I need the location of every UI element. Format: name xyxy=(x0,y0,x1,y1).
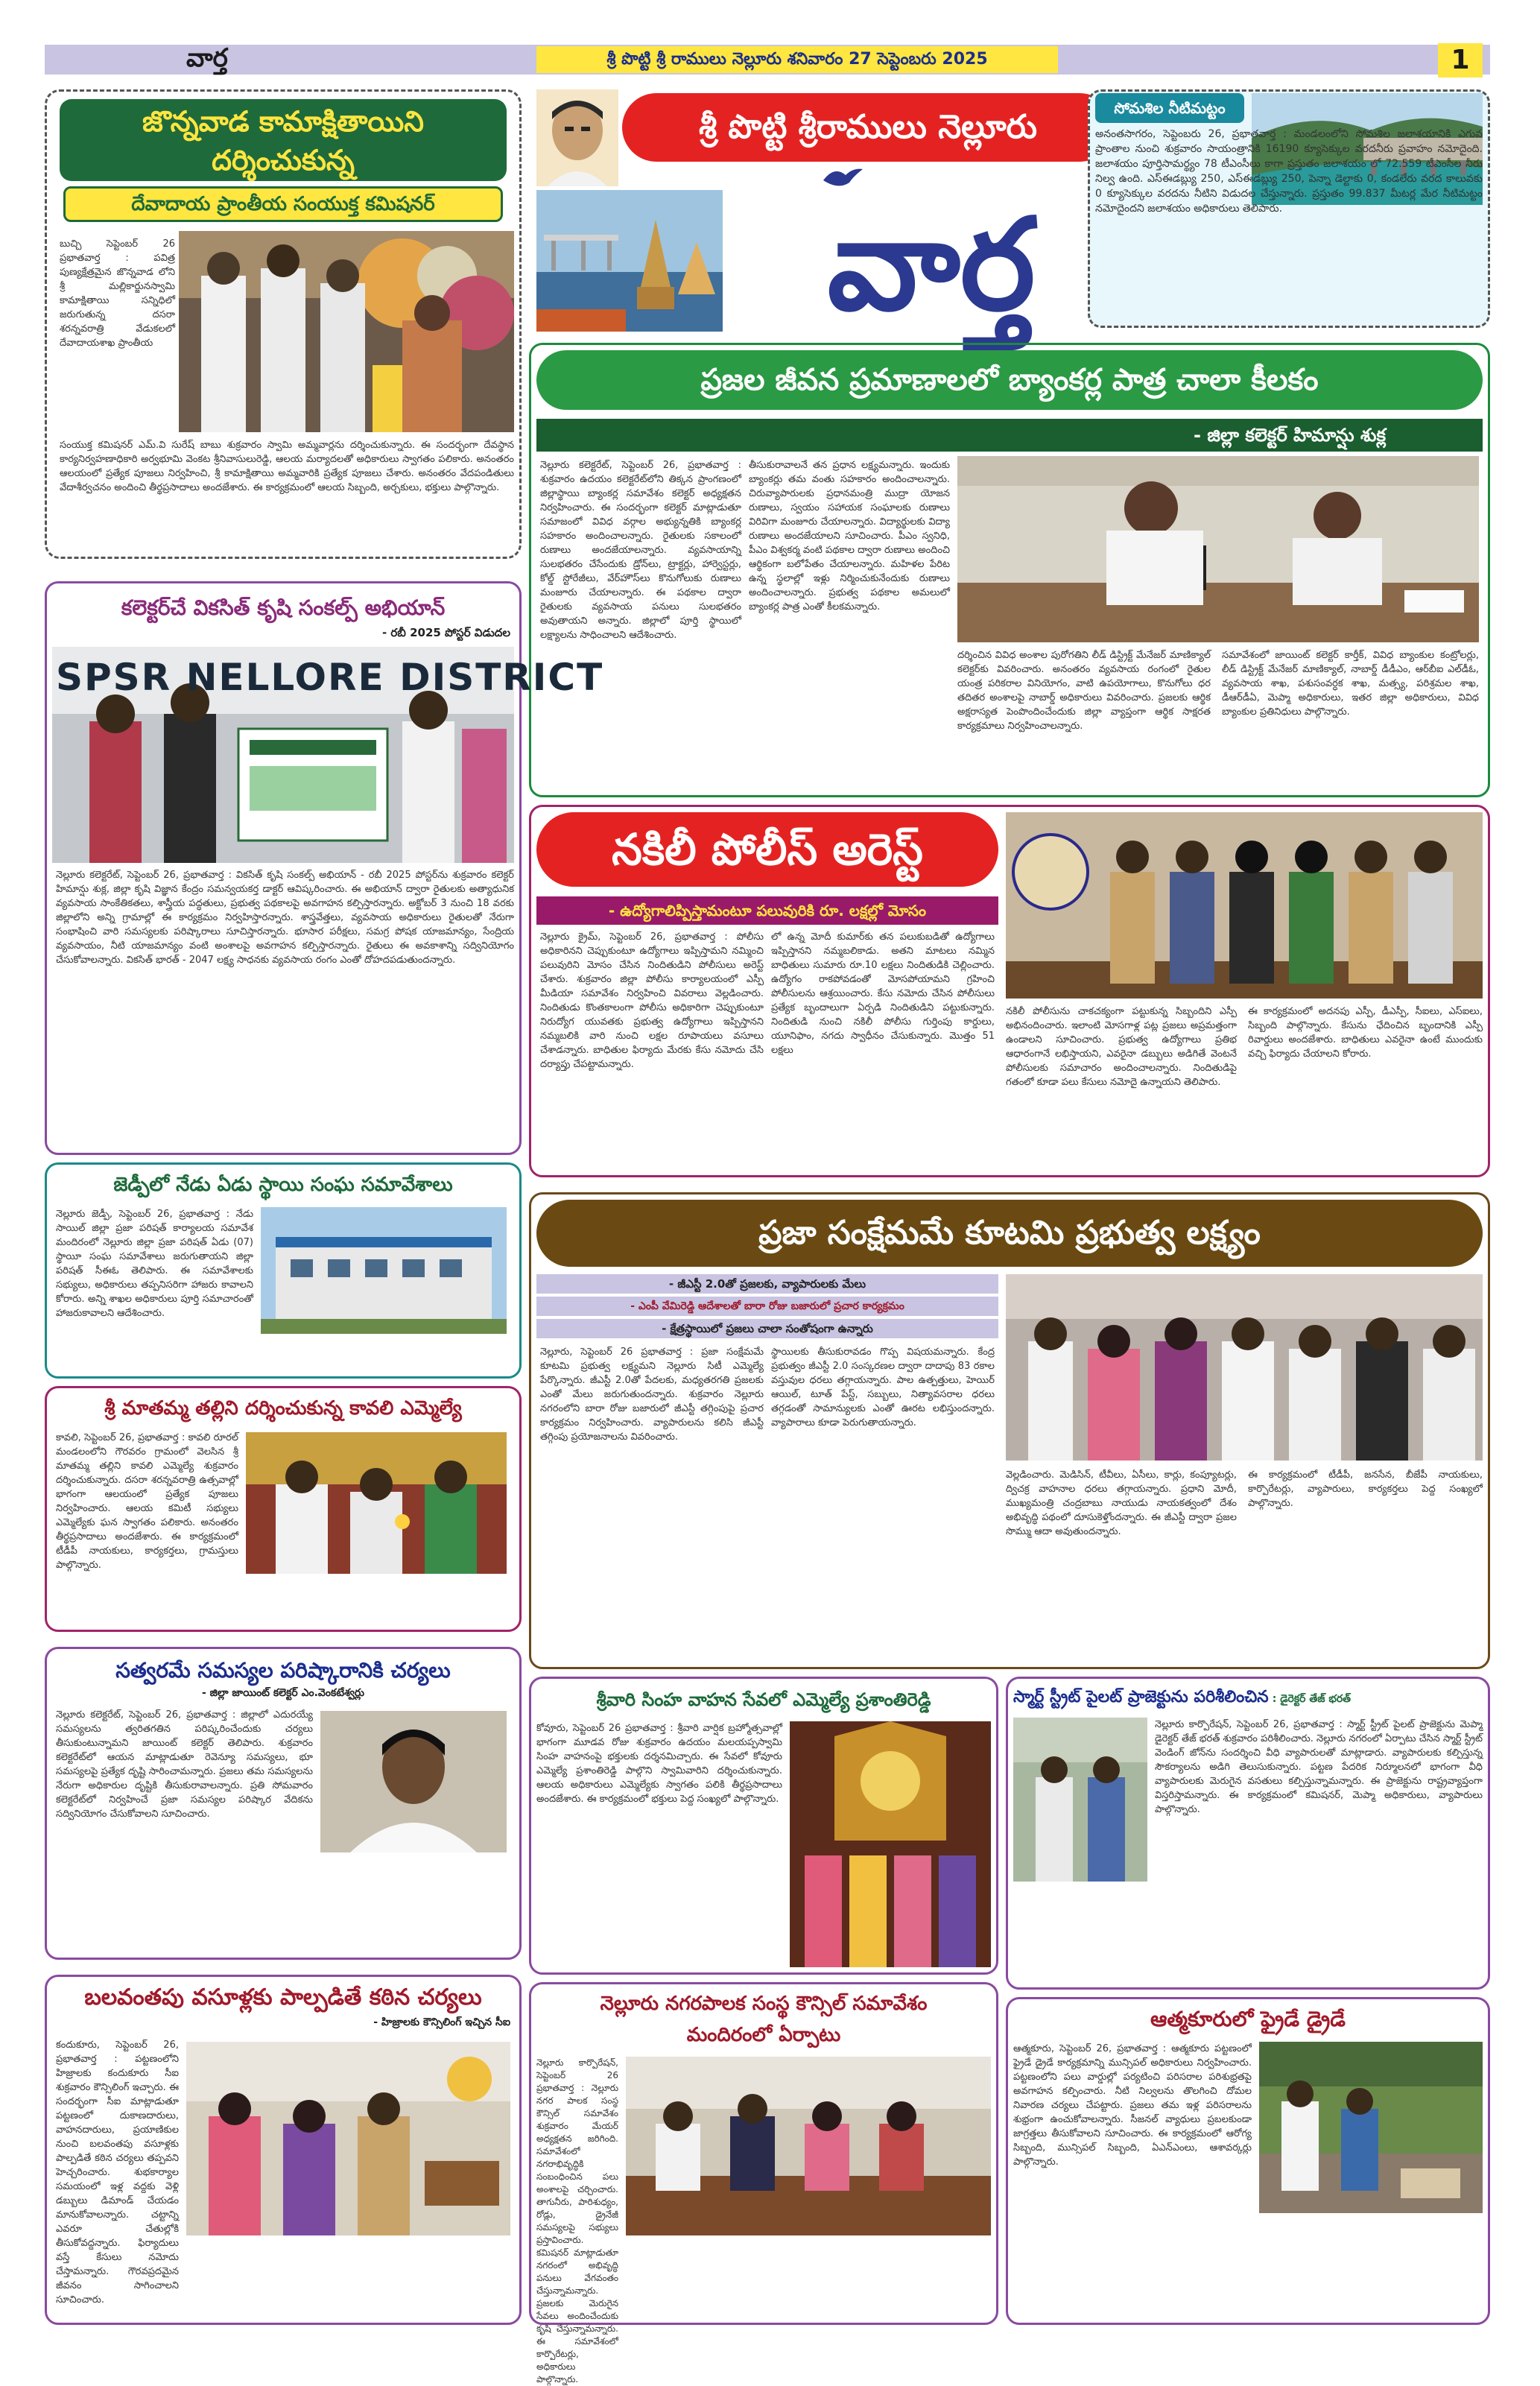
fake-police-col1: నెల్లూరు క్రైమ్, సెప్టెంబర్ 26, ప్రభాతవార్త : పోలీసు అధికారినని చెప్పుకుంటూ ఉద్యోగాలు ఇప్పిస్తామని నమ్మించి పలువురిని మోసం చేసిన నిందితుడిని పోలీసులు అరెస్ట్ చేశారు. శుక్రవారం జిల్లా పోలీసు కార్యాలయంలో ఎస్పీ మీడియా సమావేశం నిర్వహించి వివరాలు వెల్లడించారు. నిందితుడు కొంతకాలంగా పోలీసు అధికారిగా చెప్పుకుంటూ నిరుద్యోగ యువతకు ప్రభుత్వ ఉద్యోగాలు ఇప్పిస్తానని నమ్మబలికి వారి నుంచి లక్షల రూపాయలు వసూలు చేశాడన్నారు. బాధితుల ఫిర్యాదు మేరకు కేసు నమోదు చేసి దర్యాప్తు చేపట్టామన్నారు. xyxy=(540,931,764,1070)
jonnawada-title-line1: జొన్నవాడ కామాక్షితాయిని xyxy=(142,105,424,138)
extortion-photo xyxy=(186,2042,510,2235)
zp-title: జెడ్పీలో నేడు ఏడు స్థాయి సంఘ సమావేశాలు xyxy=(113,1174,453,1196)
matamma-body: కావలి, సెప్టెంబర్ 26, ప్రభాతవార్త : కావలి రూరల్ మండలంలోని గౌరవరం గ్రామంలో వెలసిన శ్రీ మాతమ్మ తల్లిని కావలి ఎమ్మెల్యే శుక్రవారం దర్శించుకున్నారు. దసరా శరన్నవరాత్రి ఉత్సవాల్లో భాగంగా ఆలయంలో ప్రత్యేక పూజలు నిర్వహించారు. ఆలయ కమిటీ సభ్యులు ఎమ్మెల్యేకు ఘన స్వాగతం పలికారు. అనంతరం తీర్థప్రసాదాలు అందజేశారు. ఈ కార్యక్రమంలో టీడీపీ నాయకులు, కార్యకర్తలు, గ్రామస్తులు పాల్గొన్నారు. xyxy=(56,1432,238,1571)
fake-police-title: నకిలీ పోలీస్ అరెస్ట్ xyxy=(536,812,998,887)
small-logo: వార్త xyxy=(186,43,228,73)
simha-vahana-body: కోవూరు, సెప్టెంబర్ 26 ప్రభాతవార్త : శ్రీవారి వార్షిక బ్రహ్మోత్సవాల్లో భాగంగా మూడవ రోజు శుక్రవారం ఉదయం మలయప్పస్వామి సింహ వాహనంపై భక్తులకు దర్శనమిచ్చారు. ఈ సేవలో కోవూరు ఎమ్మెల్యే ప్రశాంతిరెడ్డి పాల్గొని స్వామివారిని దర్శించుకున్నారు. ఆలయ అధికారులు ఎమ్మెల్యేకు స్వాగతం పలికి తీర్థప్రసాదాలు అందజేశారు. ఈ కార్యక్రమంలో భక్తులు పెద్ద సంఖ్యలో పాల్గొన్నారు. xyxy=(536,1723,782,1805)
extortion-byline: - హిజ్రాలకు కౌన్సిలింగ్ ఇచ్చిన సీఐ xyxy=(373,2016,510,2028)
grievances-portrait xyxy=(320,1711,507,1852)
founder-portrait xyxy=(536,89,618,186)
council-photo xyxy=(626,2057,991,2235)
fake-police-col2: లో ఉన్న మోదీ కుమార్‌కు తన పలుకుబడితో ఉద్యోగాలు ఇప్పిస్తానని నమ్మబలికాడు. అతని మాటలు నమ్మిన బాధితులు సుమారు రూ.10 లక్షలు నిందితుడికి చెల్లించారు. ఉద్యోగం రాకపోవడంతో మోసపోయామని గ్రహించి పోలీసులను ఆశ్రయించారు. కేసు నమోదు చేసిన పోలీసులు ప్రత్యేక బృందాలుగా ఏర్పడి నిందితుడిని పట్టుకున్నారు. నిందితుడి నుంచి నకిలీ పోలీసు గుర్తింపు కార్డులు, యూనిఫాం, నగదు స్వాధీనం చేసుకున్నారు. మొత్తం 51 లక్షలు xyxy=(771,931,995,1056)
jonnawada-body: సంయుక్త కమిషనర్ ఎమ్.వి సురేష్ బాబు శుక్రవారం స్వామి అమ్మవార్లను దర్శించుకున్నారు. ఈ సందర్భంగా దేవస్థాన కార్యనిర్వహణాధికారి అర్వభూమి వెంకట శ్రీనివాసులురెడ్డి, ఆలయ మర్యాదలతో అధికారులు స్వాగతం పలికారు. అనంతరం ఆలయంలో ప్రత్యేక పూజలు నిర్వహించి, శ్రీ కామాక్షితాయి అమ్మవారికి ప్రత్యేక పూజలు చేశారు. అనంతరం వేదపండితులు వేదాశీర్వచనం అందించి తీర్థప్రసాదాలు అందజేశారు. ఈ కార్యక్రమంలో ఆలయ సిబ్బంది, అర్చకులు, భక్తులు పాల్గొన్నారు. xyxy=(60,440,514,493)
welfare-photo xyxy=(1006,1274,1483,1461)
smart-street-title-tail: : డైరెక్టర్ తేజ్ భరత్ xyxy=(1272,1693,1352,1705)
page-number: 1 xyxy=(1438,43,1483,77)
zp-building-photo xyxy=(261,1207,507,1334)
dry-day-title: ఆత్మకూరులో ఫ్రైడే డ్రైడే xyxy=(1150,2007,1346,2031)
matamma-title: శ్రీ మాతమ్మ తల్లిని దర్శించుకున్న కావలి ఎమ్మెల్యే xyxy=(104,1397,462,1420)
council-title-line1: నెల్లూరు నగరపాలక సంస్థ కౌన్సిల్ సమావేశం xyxy=(600,1993,928,2015)
krishi-byline: - రబీ 2025 పోస్టర్ విడుదల xyxy=(381,626,510,639)
jonnawada-title-line2: దర్శించుకున్న xyxy=(212,144,355,177)
grievances-body: నెల్లూరు కలెక్టరేట్, సెప్టెంబర్ 26, ప్రభాతవార్త : జిల్లాలో ఎదురయ్యే సమస్యలను త్వరితగతిన పరిష్కరించేందుకు చర్యలు తీసుకుంటున్నామని జాయింట్ కలెక్టర్ తెలిపారు. శుక్రవారం కలెక్టరేట్‌లో ఆయన మాట్లాడుతూ రెవెన్యూ సమస్యలు, భూ సమస్యలపై ప్రత్యేక దృష్టి సారించామన్నారు. ప్రజలు తమ సమస్యలను నేరుగా అధికారుల దృష్టికి తీసుకురావాలన్నారు. ప్రతి సోమవారం కలెక్టరేట్‌లో నిర్వహించే ప్రజా సమస్యల పరిష్కార వేదికను సద్వినియోగం చేసుకోవాలని సూచించారు. xyxy=(56,1709,313,1820)
smart-street-title-main: స్మార్ట్ స్ట్రీట్ పైలట్ ప్రాజెక్టును పరిశీలించిన xyxy=(1013,1688,1269,1706)
somasila-body: అనంతసాగరం, సెప్టెంబరు 26, ప్రభాతవార్త : మండలంలోని సోమశిల జలాశయానికి ఎగువ ప్రాంతాల నుంచి శుక్రవారం సాయంత్రానికి 16190 క్యూసెక్కుల వరదనీరు ప్రవాహం నమోదైంది. జలాశయం పూర్తిసామర్థ్యం 78 టీఎంసీలు కాగా ప్రస్తుతం జలాశయం లో 72.559 టీఎంసీల నీరు నిల్వ ఉంది. ఎస్‌ఈడబ్ల్యు 250, ఎస్‌ఈడబ్ల్యు 250, పెన్నా డెల్టాకు 0, కండలేరు వరద కాలువకు 0 క్యూసెక్కుల వరదను నీటిని విడుదల చేస్తున్నారు. ప్రస్తుతం 99.837 మీటర్ల మేర నీటిమట్టం నమోదైందని జలాశయం అధికారులు తెలిపారు. xyxy=(1095,128,1483,215)
bankers-meeting-photo xyxy=(957,456,1479,642)
welfare-title: ప్రజా సంక్షేమమే కూటమి ప్రభుత్వ లక్ష్యం xyxy=(536,1200,1483,1267)
somasila-title: సోమశిల నీటిమట్టం xyxy=(1095,93,1244,123)
council-title-line2: మందిరంలో ఏర్పాటు xyxy=(686,2024,841,2046)
welfare-sub1: - జీఎస్టీ 2.0తో ప్రజలకు, వ్యాపారులకు మేలు xyxy=(536,1274,998,1294)
extortion-title: బలవంతపు వసూళ్లకు పాల్పడితే కఠిన చర్యలు xyxy=(84,1984,482,2010)
fake-police-byline: - ఉద్యోగాలిప్పిస్తామంటూ పలువురికి రూ. లక్షల్లో మోసం xyxy=(536,896,998,925)
bankers-byline: - జిల్లా కలెక్టర్ హిమాన్షు శుక్ల xyxy=(536,419,1483,452)
bankers-col2: తీసుకురావాలనే తన ప్రధాన లక్ష్యమన్నారు. ఇందుకు బ్యాంకర్లు తమ వంతు సహకారం అందించాలన్నారు. చిరువ్యాపారులకు ప్రధానమంత్రి ముద్రా యోజన రుణాలు, స్వయం సహాయక సంఘాలకు రుణాలు విరివిగా మంజూరు చేయాలన్నారు. విద్యార్థులకు విద్యా రుణాలు అందజేయాలని సూచించారు. పీఎం స్వనిధి, పీఎం విశ్వకర్మ వంటి పథకాల ద్వారా రుణాలు అందించి ఆర్థికంగా బలోపేతం చేయాలన్నారు. మహిళల పేరిట ఉన్న స్థలాల్లో ఇళ్లు నిర్మించుకునేందుకు రుణాలు అందించాలన్నారు. ప్రభుత్వ పథకాల అమలులో బ్యాంకర్ల పాత్ర ఎంతో కీలకమన్నారు. xyxy=(749,460,950,613)
fake-police-photo xyxy=(1006,812,1483,999)
bankers-col1: నెల్లూరు కలెక్టరేట్, సెప్టెంబర్ 26, ప్రభాతవార్త : శుక్రవారం ఉదయం కలెక్టరేట్‌లోని తిక్కన ప్రాంగణంలో జిల్లాస్థాయి బ్యాంకర్ల సమావేశం కలెక్టర్ అధ్యక్షతన నిర్వహించారు. ఈ సందర్భంగా కలెక్టర్ మాట్లాడుతూ సమాజంలో వివిధ వర్గాల అభ్యున్నతికి బ్యాంకర్ల సహకారం అందించాలన్నారు. రైతులకు సకాలంలో రుణాలు అందజేయాలన్నారు. వ్యవసాయాన్ని సులభతరం చేసేందుకు డ్రోన్‌లు, ట్రాక్టర్లు, హార్వెస్టర్లు, కోల్డ్ స్టోరేజీలు, వేర్‌హౌస్‌లు కొనుగోలుకు రుణాలు మంజూరు చేయాలన్నారు. ఈ పథకాల ద్వారా రైతులకు వ్యవసాయ పనులు సులభతరం అవుతాయని అన్నారు. జిల్లాలో పూర్తి స్థాయిలో లక్ష్యాలను సాధించాలని ఆదేశించారు. xyxy=(540,460,741,641)
jonnawada-temple-photo xyxy=(179,231,514,432)
smart-street-body: నెల్లూరు కార్పొరేషన్, సెప్టెంబర్ 26, ప్రభాతవార్త : స్మార్ట్ స్ట్రీట్ పైలట్ ప్రాజెక్టును మెప్మా డైరెక్టర్ తేజ్ భరత్ శుక్రవారం పరిశీలించారు. నెల్లూరు నగరంలో ఏర్పాటు చేసిన స్మార్ట్ స్ట్రీట్ వెండింగ్ జోన్‌ను సందర్శించి వీధి వ్యాపారులతో మాట్లాడారు. వ్యాపారులకు కల్పిస్తున్న సౌకర్యాలను అడిగి తెలుసుకున్నారు. పట్టణ పేదరిక నిర్మూలనలో భాగంగా వీధి వ్యాపారులకు మెరుగైన వసతులు కల్పిస్తున్నామన్నారు. ఈ ప్రాజెక్టును రాష్ట్రవ్యాప్తంగా విస్తరిస్తామన్నారు. ఈ కార్యక్రమంలో కమిషనర్, మెప్మా అధికారులు, వ్యాపారులు పాల్గొన్నారు. xyxy=(1155,1719,1483,1815)
main-logo: వార్త xyxy=(827,190,1036,339)
bankers-col4: సమావేశంలో జాయింట్ కలెక్టర్ కార్తీక్, వివిధ బ్యాంకుల కంట్రోలర్లు, లీడ్ డిస్ట్రిక్ట్ మేనేజర్ మాణిక్యాల్, నాబార్డ్ డీడీఎం, ఆర్‌బీఐ ఎల్‌డీఓ, వ్యవసాయ శాఖ, పశుసంవర్ధక శాఖ, మత్స్య, పరిశ్రమల శాఖ, డీఆర్‌డీఏ, మెప్మా అధికారులు, ఇతర జిల్లా అధికారులు, వివిధ బ్యాంకుల ప్రతినిధులు పాల్గొన్నారు. xyxy=(1222,650,1479,718)
welfare-col2: స్థాయిలకు తీసుకురావడం గొప్ప విషయమన్నారు. కేంద్ర ప్రభుత్వం జీఎస్టీ 2.0 సంస్కరణల ద్వారా దాదాపు 83 రకాల వస్తువుల ధరలు తగ్గాయన్నారు. పాల ఉత్పత్తులు, హెయిర్ ఆయిల్, టూత్ పేస్ట్, సబ్బులు, నిత్యావసరాల ధరలు తగ్గడంతో సామాన్యులకు ఎంతో ఊరట లభిస్తుందన్నారు. వ్యాపారాలు కూడా పెరుగుతాయన్నారు. xyxy=(771,1347,995,1428)
dove-icon xyxy=(820,162,864,192)
bankers-title: ప్రజల జీవన ప్రమాణాలలో బ్యాంకర్ల పాత్ర చాలా కీలకం xyxy=(536,350,1483,410)
krishi-banner-text: SPSR NELLORE DISTRICT xyxy=(56,656,604,699)
dry-day-photo xyxy=(1259,2042,1483,2213)
welfare-col1: నెల్లూరు, సెప్టెంబర్ 26 ప్రభాతవార్త : ప్రజా సంక్షేమమే కూటమి ప్రభుత్వ లక్ష్యమని నెల్లూరు సిటీ ఎమ్మెల్యే పేర్కొన్నారు. జీఎస్టీ 2.0తో పేదలకు, మధ్యతరగతి ప్రజలకు ఎంతో మేలు జరుగుతుందన్నారు. శుక్రవారం నెల్లూరు నగరంలోని బారా రోజు బజారులో జీఎస్టీ తగ్గింపుపై ప్రచార కార్యక్రమం నిర్వహించారు. వ్యాపారులను కలిసి జీఎస్టీ తగ్గింపు ప్రయోజనాలను వివరించారు. xyxy=(540,1347,764,1443)
simha-vahana-photo xyxy=(790,1721,991,1967)
welfare-sub2: - ఎంపీ వేమిరెడ్డి ఆదేశాలతో బారా రోజు బజారులో ప్రచార కార్యక్రమం xyxy=(536,1297,998,1316)
district-banner: శ్రీ పొట్టి శ్రీరాములు నెల్లూరు xyxy=(622,93,1114,162)
krishi-title: కలెక్టర్‌చే వికసిత్ కృషి సంకల్ప్ అభియాన్ xyxy=(121,595,446,620)
date-line: శ్రీ పొట్టి శ్రీ రాములు నెల్లూరు శనివారం 27 సెప్టెంబరు 2025 xyxy=(536,46,1058,73)
landmarks-collage xyxy=(536,190,723,332)
extortion-body: కందుకూరు, సెప్టెంబర్ 26, ప్రభాతవార్త : పట్టణంలోని హిజ్రాలకు కందుకూరు సీఐ శుక్రవారం కౌన్సిలింగ్ ఇచ్చారు. ఈ సందర్భంగా సీఐ మాట్లాడుతూ పట్టణంలో దుకాణదారులు, వాహనదారులు, ప్రయాణికుల నుంచి బలవంతపు వసూళ్లకు పాల్పడితే కఠిన చర్యలు తప్పవని హెచ్చరించారు. శుభకార్యాల సమయంలో ఇళ్ల వద్దకు వెళ్లి డబ్బులు డిమాండ్ చేయడం మానుకోవాలన్నారు. చట్టాన్ని ఎవరూ చేతుల్లోకి తీసుకోవద్దన్నారు. ఫిర్యాదులు వస్తే కేసులు నమోదు చేస్తామన్నారు. గౌరవప్రదమైన జీవనం సాగించాలని సూచించారు. xyxy=(56,2040,179,2306)
fake-police-col4: ఈ కార్యక్రమంలో అదనపు ఎస్పీ, డీఎస్పీ, సీఐలు, ఎస్‌ఐలు, సిబ్బంది పాల్గొన్నారు. కేసును ఛేదించిన బృందానికి ఎస్పీ రివార్డులు అందజేశారు. బాధితులు ఎవరైనా ఉంటే ముందుకు వచ్చి ఫిర్యాదు చేయాలని కోరారు. xyxy=(1248,1006,1483,1060)
dry-day-body: ఆత్మకూరు, సెప్టెంబర్ 26, ప్రభాతవార్త : ఆత్మకూరు పట్టణంలో ఫ్రైడే డ్రైడే కార్యక్రమాన్ని మున్సిపల్ అధికారులు నిర్వహించారు. పట్టణంలోని పలు వార్డుల్లో పర్యటించి పరిసరాల పరిశుభ్రతపై అవగాహన కల్పించారు. నీటి నిల్వలను తొలగించి దోమల నివారణ చర్యలు చేపట్టారు. ప్రజలు తమ ఇళ్ల పరిసరాలను శుభ్రంగా ఉంచుకోవాలన్నారు. సీజనల్ వ్యాధులు ప్రబలకుండా జాగ్రత్తలు తీసుకోవాలని సూచించారు. ఈ కార్యక్రమంలో ఆరోగ్య సిబ్బంది, మున్సిపల్ సిబ్బంది, ఏఎన్ఎంలు, ఆశావర్కర్లు పాల్గొన్నారు. xyxy=(1013,2043,1252,2168)
smart-street-title xyxy=(1013,1683,1483,1712)
simha-vahana-title: శ్రీవారి సింహ వాహన సేవలో ఎమ్మెల్యే ప్రశాంతిరెడ్డి xyxy=(596,1689,931,1710)
welfare-sub3: - క్షేత్రస్థాయిలో ప్రజలు చాలా సంతోషంగా ఉన్నారు xyxy=(536,1319,998,1338)
welfare-col4: ఈ కార్యక్రమంలో టీడీపీ, జనసేన, బీజేపీ నాయకులు, కార్పొరేటర్లు, వ్యాపారులు, కార్యకర్తలు పెద్ద సంఖ్యలో పాల్గొన్నారు. xyxy=(1248,1469,1483,1509)
grievances-byline: - జిల్లా జాయింట్ కలెక్టర్ ఎం.వెంకటేశ్వర్లు xyxy=(201,1687,365,1699)
zp-body: నెల్లూరు జెడ్పీ, సెప్టెంబర్ 26, ప్రభాతవార్త : నేడు సాయిల్ జిల్లా ప్రజా పరిషత్ కార్యాలయ సమావేశ మందిరంలో నెల్లూరు జిల్లా ప్రజా పరిషత్ ఏడు (07) స్థాయీ సంఘ సమావేశాలు జరుగుతాయని జిల్లా పరిషత్ సీఈఓ తెలిపారు. ఈ సమావేశాలకు సభ్యులు, అధికారులు తప్పనిసరిగా హాజరు కావాలని కోరారు. అన్ని శాఖల అధికారులు పూర్తి సమాచారంతో హాజరుకావాలని ఆదేశించారు. xyxy=(56,1209,253,1319)
matamma-photo xyxy=(246,1432,507,1574)
smart-street-photo xyxy=(1013,1718,1147,1882)
council-body-side: నెల్లూరు కార్పొరేషన్, సెప్టెంబర్ 26 ప్రభాతవార్త : నెల్లూరు నగర పాలక సంస్థ కౌన్సిల్ సమావేశం శుక్రవారం మేయర్ అధ్యక్షతన జరిగింది. సమావేశంలో నగరాభివృద్ధికి సంబంధించిన పలు అంశాలపై చర్చించారు. తాగునీరు, పారిశుధ్యం, రోడ్లు, డ్రైనేజీ సమస్యలపై సభ్యులు ప్రస్తావించారు. కమిషనర్ మాట్లాడుతూ నగరంలో అభివృద్ధి పనులు వేగవంతం చేస్తున్నామన్నారు. ప్రజలకు మెరుగైన సేవలు అందించేందుకు కృషి చేస్తున్నామన్నారు. ఈ సమావేశంలో కార్పొరేటర్లు, అధికారులు పాల్గొన్నారు. xyxy=(536,2057,618,2385)
fake-police-col3: నకిలీ పోలీసును చాకచక్యంగా పట్టుకున్న సిబ్బందిని ఎస్పీ అభినందించారు. ఇలాంటి మోసగాళ్ల పట్ల ప్రజలు అప్రమత్తంగా ఉండాలని సూచించారు. ప్రభుత్వ ఉద్యోగాలు ప్రతిభ ఆధారంగానే లభిస్తాయని, ఎవరైనా డబ్బులు అడిగితే వెంటనే పోలీసులకు సమాచారం అందించాలన్నారు. నిందితుడిపై గతంలో కూడా పలు కేసులు నమోదై ఉన్నాయని తెలిపారు. xyxy=(1006,1006,1237,1088)
grievances-title: సత్వరమే సమస్యల పరిష్కారానికి చర్యలు xyxy=(115,1658,451,1683)
jonnawada-side-text: బుచ్చి సెప్టెంబర్ 26 ప్రభాతవార్త : పవిత్ర పుణ్యక్షేత్రమైన జొన్నవాడ లోని శ్రీ మల్లికార్జునస్వామి కామాక్షితాయి సన్నిధిలో జరుగుతున్న దసరా శరన్నవరాత్రి వేడుకలలో దేవాదాయశాఖ ప్రాంతీయ xyxy=(60,238,175,349)
krishi-body: నెల్లూరు కలెక్టరేట్, సెప్టెంబర్ 26, ప్రభాతవార్త : వికసిత్ కృషి సంకల్ప్ అభియాన్ - రబీ 2025 పోస్టర్‌ను శుక్రవారం కలెక్టర్ హిమాన్షు శుక్ల, జిల్లా కృషి విజ్ఞాన కేంద్రం సమన్వయకర్త డాక్టర్ ఆవిష్కరించారు. ఈ అభియాన్ ద్వారా రైతులకు అత్యాధునిక వ్యవసాయ సాంకేతికతలు, శాస్త్రీయ పద్ధతులు, ప్రభుత్వ పథకాలపై అవగాహన కల్పిస్తారన్నారు. అక్టోబర్ 3 నుంచి 18 వరకు జిల్లాలోని అన్ని గ్రామాల్లో ఈ కార్యక్రమం నిర్వహిస్తారన్నారు. శాస్త్రవేత్తలు, వ్యవసాయ అధికారులు రైతులతో నేరుగా సంభాషించి వారి సమస్యలకు పరిష్కారాలు సూచిస్తారన్నారు. భూసార పరీక్షలు, సమగ్ర పోషక యాజమాన్యం, సేంద్రియ వ్యవసాయం, నీటి యాజమాన్యం వంటి అంశాలపై అవగాహన కల్పిస్తారన్నారు. రైతులు ఈ అవకాశాన్ని సద్వినియోగం చేసుకోవాలన్నారు. వికసిత్ భారత్ - 2047 లక్ష్య సాధనకు వ్యవసాయ రంగం ఎంతో దోహదపడుతుందన్నారు. xyxy=(56,870,514,966)
jonnawada-subtitle: దేవాదాయ ప్రాంతీయ సంయుక్త కమిషనర్ xyxy=(63,186,503,222)
welfare-col3: వెల్లడించారు. మెడిసిన్, టీవీలు, ఏసీలు, కార్లు, కంప్యూటర్లు, ద్విచక్ర వాహనాల ధరలు తగ్గాయన్నారు. ప్రధాని మోదీ, ముఖ్యమంత్రి చంద్రబాబు నాయుడు నాయకత్వంలో దేశం అభివృద్ధి పథంలో దూసుకెళ్తోందన్నారు. ఈ జీఎస్టీ ద్వారా ప్రజల సొమ్ము ఆదా అవుతుందన్నారు. xyxy=(1006,1469,1237,1537)
bankers-col3: దర్శించిన వివిధ అంశాల పురోగతిని లీడ్ డిస్ట్రిక్ట్ మేనేజర్ మాణిక్యాల్ కలెక్టర్‌కు వివరించారు. అనంతరం వ్యవసాయ రంగంలో రైతుల యంత్ర పరికరాల వినియోగం, వాటి ఉపయోగాలు, కొనుగోలు ధర తదితర అంశాలపై నాబార్డ్ అధికారులు వివరించారు. ప్రజలకు ఆర్థిక అక్షరాస్యత పెంపొందించేందుకు జిల్లా వ్యాప్తంగా ఆర్థిక సాక్షరత కార్యక్రమాలు నిర్వహించాలన్నారు. xyxy=(957,650,1211,732)
